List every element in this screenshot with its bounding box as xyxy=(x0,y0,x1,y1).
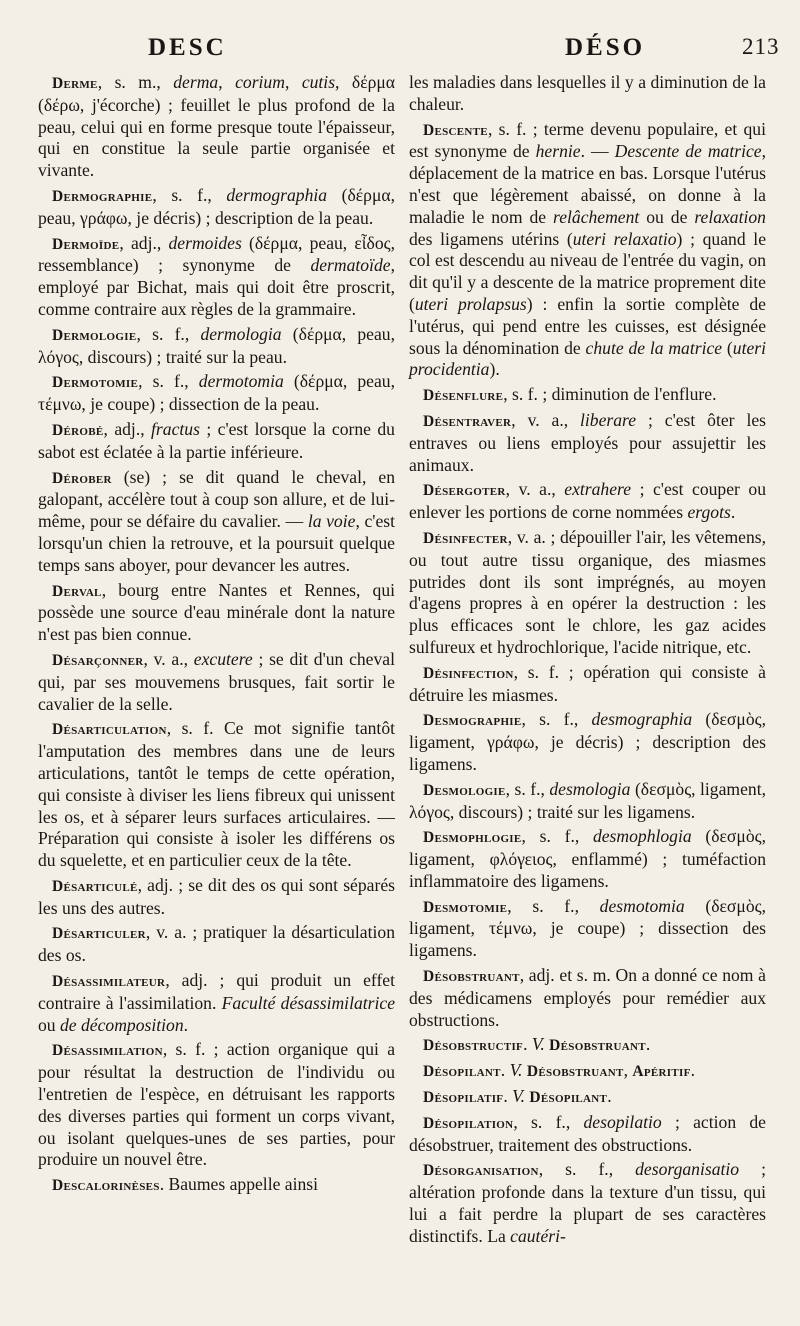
entry-definition: , s. f., dermotomia (δέρμα, peau, τέμνω, je coupe) ; dissection de la peau. xyxy=(38,371,396,415)
entry-definition: , s. f., desmophlogia (δεσμὸς, ligament, φλόγειος, enflammé) ; tuméfaction inflammatoire des ligamens. xyxy=(409,826,766,891)
entry-headword: Descalorinèses xyxy=(52,1177,160,1195)
entry-definition: , adj. et s. m. On a donné ce nom à des médicamens employés pour remédier aux obstructions. xyxy=(409,965,766,1030)
entry-definition: . V. Désobstruant. xyxy=(523,1034,651,1055)
entry-definition: , s. f., desmologia (δεσμὸς, ligament, λόγος, discours) ; traité sur les ligamens. xyxy=(409,778,766,822)
entry-definition: , v. a. ; pratiquer la désarticulation des os. xyxy=(38,922,395,966)
dictionary-entry xyxy=(409,1112,766,1157)
entry-headword: Desmotomie xyxy=(423,898,508,916)
entry-definition: , s. f., desopilatio ; action de désobstruer, traitement des obstructions. xyxy=(409,1111,766,1155)
entry-definition: , s. f., dermologia (δέρμα, peau, λόγος, discours) ; traité sur la peau. xyxy=(38,323,395,367)
entry-definition: , adj., fractus ; c'est lorsque la corne du sabot est éclatée à la partie inférieure. xyxy=(38,418,395,462)
entry-headword: Desmophlogie xyxy=(423,829,522,847)
dictionary-entry xyxy=(38,233,395,321)
entry-headword: Désobstruant xyxy=(423,968,520,986)
entry-definition: , s. f., desorganisatio ; altération profonde dans la texture d'un tissu, qui lui a fait perdre la plupart de ses caractères distinctifs. La cautéri- xyxy=(409,1159,766,1246)
dictionary-entry xyxy=(409,384,766,407)
entry-headword: Descente xyxy=(423,121,488,139)
entry-definition: , bourg entre Nantes et Rennes, qui possède une source d'eau minérale dont la nature n'est pas bien connue. xyxy=(38,579,395,645)
entry-definition: . V. Désopilant. xyxy=(503,1086,612,1107)
entry-headword: Désarçonner xyxy=(52,651,144,669)
entry-headword: Désentraver xyxy=(423,412,512,430)
entry-definition: , s. f. ; opération qui consiste à détruire les miasmes. xyxy=(409,661,766,705)
entry-definition: , adj. ; qui produit un effet contraire à l'assimilation. Faculté désassimilatrice ou de décomposition. xyxy=(38,970,395,1035)
entry-headword: Désopilant xyxy=(423,1063,501,1081)
entry-headword: Désarticuler xyxy=(52,925,146,943)
dictionary-entry xyxy=(38,580,395,646)
entry-headword: Dérober xyxy=(52,469,112,487)
entry-headword: Désenflure xyxy=(423,387,504,405)
entry-headword: Désorganisation xyxy=(423,1162,539,1180)
entry-headword: Désarticulé xyxy=(52,877,138,895)
entry-headword: Desmographie xyxy=(423,712,522,730)
dictionary-entry xyxy=(38,1174,395,1197)
dictionary-entry xyxy=(409,1060,766,1083)
entry-definition: , v. a. ; dépouiller l'air, les vêtemens, ou tout autre tissu organique, des miasmes putrides dont ils sont imprégnés, au moyen d'agens propres à en opérer la destruction : les plus efficaces sont le chlore, les gaz acides sulfureux et hydrochlorique, l'acide nitrique, etc. xyxy=(409,526,766,657)
entry-definition: , adj., dermoides (δέρμα, peau, εἶδος, ressemblance) ; synonyme de dermatoïde, employé par Bichat, mais qui doit être proscrit, comme contraire aux règles de la grammaire. xyxy=(38,232,395,319)
entry-definition: . V. Désobstruant, Apéritif. xyxy=(500,1060,696,1081)
entry-definition: , s. f. ; terme devenu populaire, et qui est synonyme de hernie. — Descente de matrice, déplacement de la matrice en bas. Lorsque l'utérus n'est que légèrement abaissé, on donne à la maladie le nom de relâchement ou de relaxation des ligamens utérins (uteri relaxatio) ; quand le col est descendu au niveau de l'entrée du vagin, on dit qu'il y a descente de la matrice proprement dite (uteri prolapsus) : enfin la sortie complète de l'utérus, qui pend entre les cuisses, est désignée sous la dénomination de chute de la matrice (uteri procidentia). xyxy=(409,118,766,380)
dictionary-entry xyxy=(409,896,766,962)
entry-headword: Désopilatif xyxy=(423,1089,504,1107)
entry-definition: (se) ; se dit quand le cheval, en galopant, accélère tout à coup son allure, et de lui-même, pour se défaire du cavalier. — la voie, c'est lorsqu'un chien la retrouve, et la poursuit quelque temps sans aboyer, pour devancer les autres. xyxy=(38,466,395,575)
dictionary-entry xyxy=(38,649,395,715)
dictionary-entry xyxy=(409,1086,766,1109)
entry-definition: , v. a., liberare ; c'est ôter les entraves ou liens employés pour assujettir les animaux. xyxy=(409,409,766,475)
entry-definition: , s. f. ; diminution de l'enflure. xyxy=(503,384,717,405)
dictionary-entry xyxy=(409,965,766,1031)
dictionary-entry xyxy=(38,875,395,920)
entry-definition: , s. f. ; action organique qui a pour résultat la destruction de l'individu ou l'entretien de l'espèce, en détruisant les rapports des diverses parties qui forment un corps vivant, ou isolant quelques-unes de ses parties, pour produire un nouvel être. xyxy=(38,1039,395,1170)
dictionary-entry xyxy=(409,479,766,524)
dictionary-entry xyxy=(409,527,766,659)
dictionary-entry xyxy=(38,922,395,967)
entry-headword: Désinfecter xyxy=(423,529,508,547)
dictionary-entry xyxy=(38,1039,395,1171)
header-left-title: DESC xyxy=(148,34,227,61)
dictionary-entry xyxy=(38,371,395,416)
left-column xyxy=(38,72,395,1251)
two-column-body xyxy=(30,72,778,1251)
entry-headword: Désinfection xyxy=(423,664,514,682)
dictionary-entry xyxy=(409,662,766,707)
entry-definition: , s. f., desmotomia (δεσμὸς, ligament, τέμνω, je coupe) ; dissection des ligamens. xyxy=(409,895,766,961)
entry-headword: Derme xyxy=(52,75,98,92)
entry-headword: Désarticulation xyxy=(52,721,167,739)
entry-headword: Désassimilation xyxy=(52,1042,163,1060)
entry-headword: Dermoïde xyxy=(52,235,120,253)
dictionary-entry xyxy=(409,1159,766,1247)
entry-headword: Dermographie xyxy=(52,187,153,205)
dictionary-entry xyxy=(409,119,766,382)
entry-definition: , s. m., derma, corium, cutis, δέρμα (δέρω, j'écorche) ; feuillet le plus profond de la peau, celui qui en forme presque toute l'épaisseur, qui en constitue la seule partie organisée et vivante. xyxy=(38,72,396,181)
entry-definition: , s. f., dermographia (δέρμα, peau, γράφω, je décris) ; description de la peau. xyxy=(38,184,395,228)
entry-definition: , v. a., extrahere ; c'est couper ou enlever les portions de corne nommées ergots. xyxy=(409,479,766,523)
dictionary-entry xyxy=(409,72,766,116)
entry-definition: , adj. ; se dit des os qui sont séparés les uns des autres. xyxy=(38,874,395,918)
page-number: 213 xyxy=(742,34,780,59)
header-right-title: DÉSO xyxy=(565,34,646,61)
dictionary-entry xyxy=(409,410,766,476)
entry-definition: , v. a., excutere ; se dit d'un cheval qui, par ses mouvemens brusques, fait sortir le cavalier de la selle. xyxy=(38,648,395,714)
entry-headword: Désergoter xyxy=(423,482,506,500)
entry-headword: Dermotomie xyxy=(52,374,139,392)
dictionary-entry xyxy=(38,185,395,230)
dictionary-entry xyxy=(409,709,766,775)
dictionary-entry xyxy=(38,970,395,1036)
dictionary-entry xyxy=(38,718,395,872)
dictionary-entry xyxy=(38,467,395,577)
entry-headword: Désopilation xyxy=(423,1114,514,1132)
entry-headword: Dermologie xyxy=(52,326,137,344)
entry-headword: Derval xyxy=(52,582,102,600)
entry-definition: , s. f. Ce mot signifie tantôt l'amputation des membres dans une de leurs articulations, tantôt le temps de cette opération, qui consiste à diviser les liens fibreux qui unissent les os, et à séparer leurs surfaces articulaires. — Préparation qui consiste à isoler les différens os du squelette, et en particulier ceux de la tête. xyxy=(38,718,395,871)
dictionary-entry xyxy=(38,324,395,369)
running-header xyxy=(30,30,778,72)
dictionary-entry xyxy=(409,1034,766,1057)
entry-definition: les maladies dans lesquelles il y a diminution de la chaleur. xyxy=(409,72,766,114)
entry-headword: Désassimilateur xyxy=(52,973,166,991)
dictionary-entry xyxy=(409,826,766,892)
dictionary-entry xyxy=(38,72,395,182)
dictionary-entry xyxy=(38,419,395,464)
entry-definition: , s. f., desmographia (δεσμὸς, ligament, γράφω, je décris) ; description des ligamens. xyxy=(409,709,767,774)
entry-headword: Desmologie xyxy=(423,781,506,799)
entry-headword: Désobstructif xyxy=(423,1037,524,1055)
entry-definition: . Baumes appelle ainsi xyxy=(159,1174,319,1195)
right-column xyxy=(409,72,766,1251)
dictionary-entry xyxy=(409,779,766,824)
entry-headword: Dérobé xyxy=(52,421,104,439)
